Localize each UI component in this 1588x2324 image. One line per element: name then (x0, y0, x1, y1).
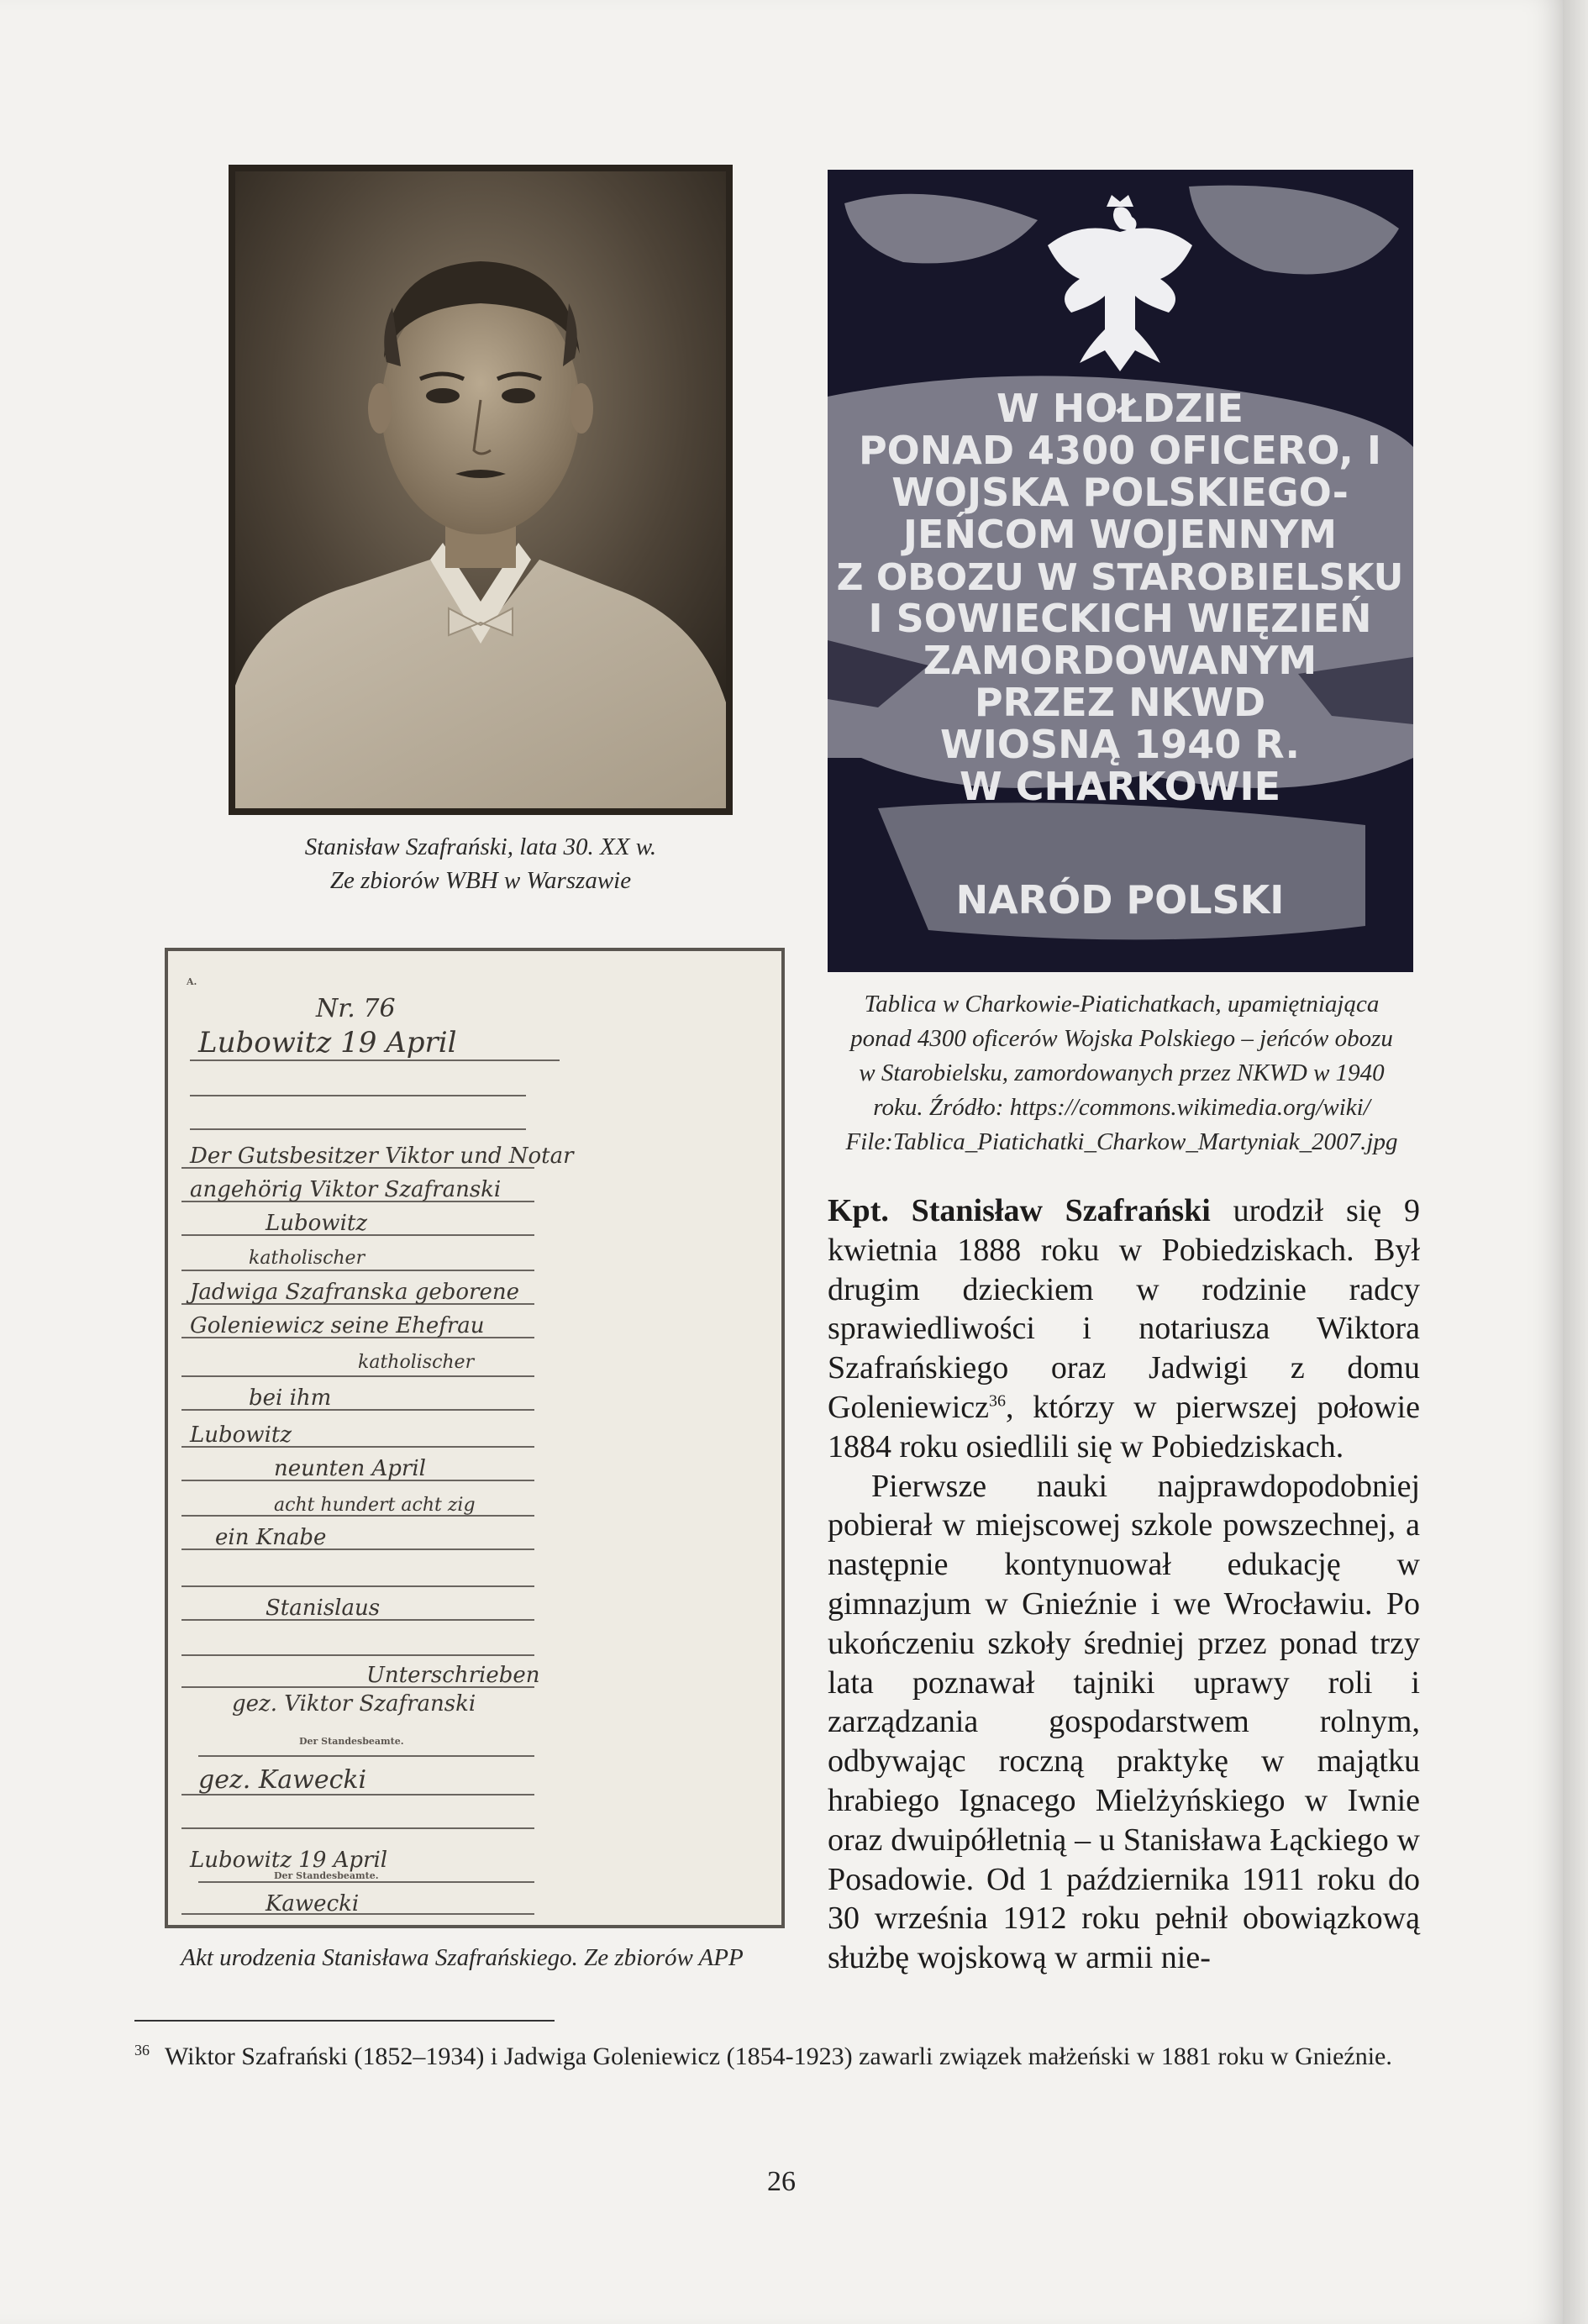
doc-handwriting: Jadwiga Szafranska geborene (190, 1280, 519, 1305)
subject-name: Kpt. Stanisław Szafrański (828, 1193, 1211, 1228)
doc-signature-title: Der Standesbeamte. (299, 1736, 404, 1747)
plaque-line: WOJSKA POLSKIEGO- (891, 470, 1349, 515)
book-edge (1563, 0, 1588, 2324)
caption-line: w Starobielsku, zamordowanych przez NKWD w 1940 (859, 1059, 1385, 1086)
doc-place-date: Lubowitz 19 April (198, 1026, 457, 1059)
caption-line: Stanisław Szafrański, lata 30. XX w. (304, 833, 657, 860)
portrait-caption (229, 830, 733, 897)
plaque-line: Z OBOZU W STAROBIELSKU (836, 556, 1404, 599)
caption-line: Ze zbiorów WBH w Warszawie (329, 867, 632, 894)
doc-handwriting: Unterschrieben (366, 1663, 540, 1688)
body-text (828, 1191, 1420, 1978)
footnote (134, 2032, 1428, 2075)
paragraph-text: , którzy w pierwszej połowie 1884 roku osiedlili się w Pobiedziskach. (828, 1389, 1420, 1464)
paragraph (828, 1191, 1420, 1467)
footnote-rule (134, 2020, 555, 2022)
caption-line: roku. Źródło: https://commons.wikimedia.org/wiki/ (873, 1094, 1370, 1121)
doc-handwriting: gez. Viktor Szafranski (232, 1691, 476, 1717)
plaque-line: PRZEZ NKWD (974, 680, 1266, 725)
footnote-ref: 36 (989, 1391, 1007, 1411)
birth-certificate-scan (165, 948, 785, 1928)
plaque-caption (811, 987, 1433, 1159)
plaque-line: JEŃCOM WOJENNYM (902, 512, 1338, 557)
plaque-photo (828, 170, 1413, 972)
caption-line: ponad 4300 oficerów Wojska Polskiego – jeńców obozu (850, 1025, 1393, 1052)
doc-handwriting: katholischer (249, 1248, 365, 1269)
footnote-number: 36 (134, 2042, 150, 2058)
caption-line: File:Tablica_Piatichatki_Charkow_Martyniak_2007.jpg (845, 1128, 1398, 1155)
doc-corner-letter: A. (187, 976, 197, 987)
plaque-line: NARÓD POLSKI (955, 877, 1285, 923)
caption-line: Tablica w Charkowie-Piatichatkach, upamiętniająca (864, 991, 1380, 1017)
doc-number: Nr. 76 (316, 994, 396, 1023)
page-number: 26 (767, 2166, 796, 2197)
doc-signature-title: Der Standesbeamte. (274, 1870, 379, 1881)
plaque-line: ZAMORDOWANYM (923, 638, 1317, 683)
plaque-line: W CHARKOWIE (960, 764, 1280, 809)
doc-handwriting: Goleniewicz seine Ehefrau (190, 1313, 485, 1338)
doc-handwriting: Lubowitz (190, 1422, 292, 1448)
doc-handwriting: Stanislaus (266, 1596, 381, 1621)
plaque-line: W HOŁDZIE (996, 386, 1244, 431)
doc-handwriting: gez. Kawecki (198, 1765, 367, 1795)
doc-handwriting: bei ihm (249, 1385, 332, 1411)
doc-handwriting: ein Knabe (215, 1525, 327, 1550)
doc-handwriting: acht hundert acht zig (274, 1495, 476, 1516)
plaque-line: I SOWIECKICH WIĘZIEŃ (868, 596, 1372, 641)
footnote-text: Wiktor Szafrański (1852–1934) i Jadwiga Goleniewicz (1854-1923) zawarli związek małżeński w 1881 roku w Gnieźnie. (165, 2043, 1392, 2070)
doc-handwriting: Lubowitz 19 April (190, 1848, 388, 1873)
portrait-photo (229, 165, 733, 815)
doc-handwriting: neunten April (274, 1456, 426, 1481)
plaque-line: WIOSNĄ 1940 R. (940, 722, 1300, 767)
doc-handwriting: Kawecki (266, 1891, 360, 1917)
doc-handwriting: Lubowitz (266, 1211, 368, 1236)
paragraph-text: urodził się 9 kwietnia 1888 roku w Pobiedziskach. Był drugim dzieckiem w rodzinie radcy sprawiedliwości i notariusza Wiktora Szafrańskiego oraz Jadwigi z domu Goleniewicz (828, 1193, 1420, 1425)
document-caption: Akt urodzenia Stanisława Szafrańskiego. Ze zbiorów APP (181, 1944, 744, 1971)
doc-handwriting: angehörig Viktor Szafranski (190, 1177, 502, 1202)
doc-handwriting: Der Gutsbesitzer Viktor und Notar (190, 1144, 574, 1169)
plaque-line: PONAD 4300 OFICERO, I (858, 428, 1382, 473)
paragraph: Pierwsze nauki najprawdopodobniej pobierał w miejscowej szkole powszechnej, a następnie kontynuował edukację w gimnazjum w Gnieźnie i we Wrocławiu. Po ukończeniu szkoły średniej przez ponad trzy lata poznawał tajniki uprawy roli i zarządzania gospodarstwem rolnym, odbywając roczną praktykę w majątku hrabiego Ignacego Mielżyńskiego w Iwnie oraz dwuipółletnią – u Stanisława Łąckiego w Posadowie. Od 1 października 1911 roku do 30 września 1912 roku pełnił obowiązkową służbę wojskową w armii nie- (828, 1468, 1420, 1976)
doc-handwriting: katholischer (358, 1352, 475, 1373)
